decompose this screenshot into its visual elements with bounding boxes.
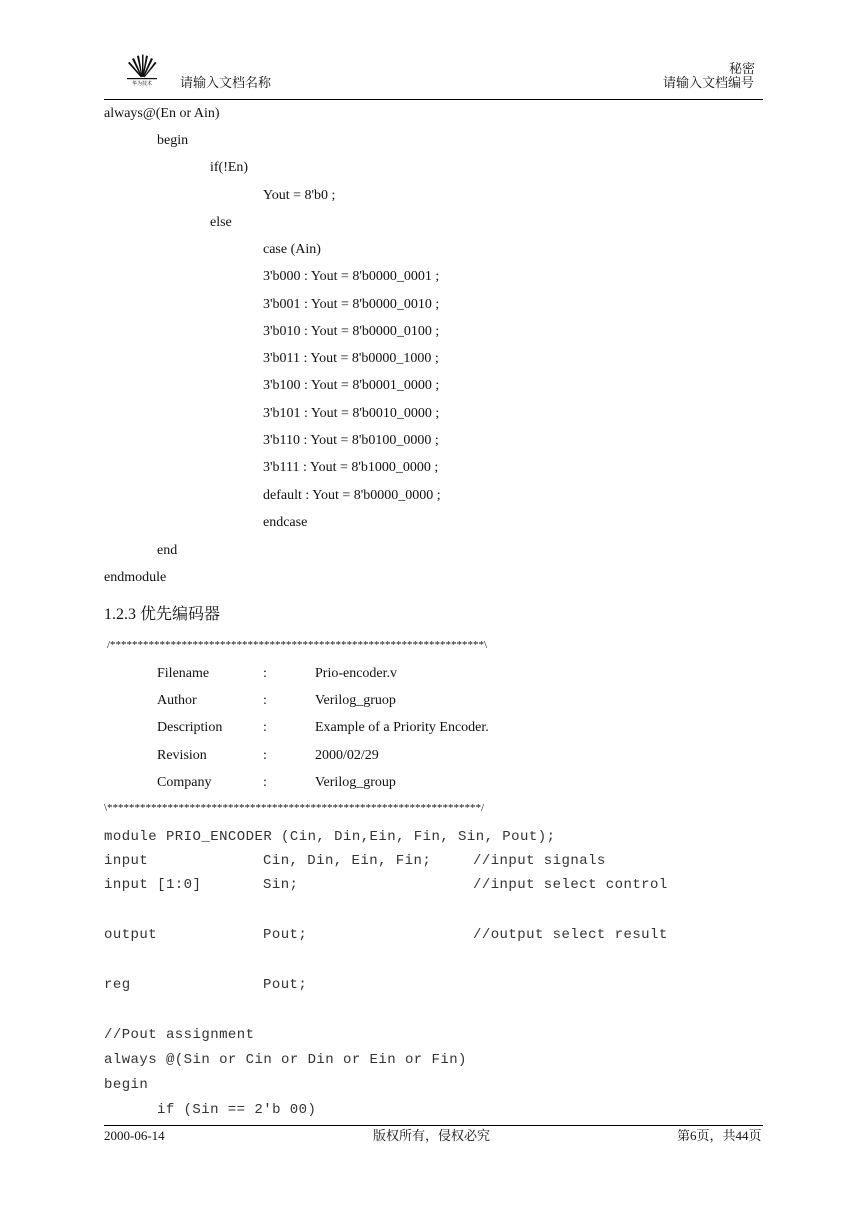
code-line: 3'b111 : Yout = 8'b1000_0000 ; [263, 460, 439, 475]
doc-number: 请输入文档编号 [663, 75, 755, 90]
footer-copyright: 版权所有，侵权必究 [373, 1128, 491, 1143]
code-comment: //Pout assignment [104, 1027, 255, 1043]
code-line: endcase [263, 515, 308, 530]
code-line: 3'b110 : Yout = 8'b0100_0000 ; [263, 433, 439, 448]
comment-bottom-border: \********************************************************************/ [104, 802, 485, 814]
info-sep: : [263, 720, 267, 735]
info-sep: : [263, 666, 267, 681]
info-key: Revision [157, 748, 207, 763]
code-line: default : Yout = 8'b0000_0000 ; [263, 488, 441, 503]
code-comment: //output select result [473, 927, 668, 943]
footer-page-number: 第6页，共44页 [677, 1128, 762, 1143]
code-line: input [1:0] [104, 877, 202, 893]
code-line: 3'b001 : Yout = 8'b0000_0010 ; [263, 297, 440, 312]
code-line: if(!En) [210, 160, 249, 175]
company-logo [122, 52, 162, 86]
doc-name: 请输入文档名称 [180, 75, 272, 90]
code-line: input [104, 853, 149, 869]
info-value: 2000/02/29 [315, 748, 379, 763]
info-key: Description [157, 720, 223, 735]
code-line: case (Ain) [263, 242, 321, 257]
info-value: Example of a Priority Encoder. [315, 720, 489, 735]
code-line: Pout; [263, 927, 308, 943]
code-line: Yout = 8'b0 ; [263, 188, 336, 203]
code-line: always @(Sin or Cin or Din or Ein or Fin) [104, 1052, 467, 1068]
svg-text:华为技术: 华为技术 [131, 81, 153, 86]
code-line: 3'b000 : Yout = 8'b0000_0001 ; [263, 269, 440, 284]
section-title: 1.2.3 优先编码器 [104, 606, 221, 623]
code-line: always@(En or Ain) [104, 106, 220, 121]
info-key: Company [157, 775, 212, 790]
info-key: Author [157, 693, 197, 708]
code-line: module PRIO_ENCODER (Cin, Din,Ein, Fin, Sin, Pout); [104, 829, 556, 845]
code-line: 3'b100 : Yout = 8'b0001_0000 ; [263, 378, 440, 393]
code-line: 3'b010 : Yout = 8'b0000_0100 ; [263, 324, 440, 339]
code-line: 3'b011 : Yout = 8'b0000_1000 ; [263, 351, 439, 366]
info-key: Filename [157, 666, 210, 681]
info-sep: : [263, 775, 267, 790]
code-comment: //input select control [473, 877, 668, 893]
code-line: Sin; [263, 877, 299, 893]
footer-rule [104, 1125, 763, 1126]
info-sep: : [263, 693, 267, 708]
code-line: Cin, Din, Ein, Fin; [263, 853, 432, 869]
info-value: Verilog_gruop [315, 693, 396, 708]
footer-date: 2000-06-14 [104, 1128, 165, 1143]
code-line: end [157, 543, 178, 558]
code-line: output [104, 927, 158, 943]
code-line: begin [157, 133, 189, 148]
code-line: begin [104, 1077, 149, 1093]
code-line: if (Sin == 2'b 00) [157, 1102, 317, 1118]
header-rule [104, 99, 763, 100]
secret-label: 秘密 [729, 61, 756, 76]
code-line: else [210, 215, 232, 230]
code-line: endmodule [104, 570, 167, 585]
code-line: 3'b101 : Yout = 8'b0010_0000 ; [263, 406, 440, 421]
code-comment: //input signals [473, 853, 606, 869]
comment-top-border: /********************************************************************\ [107, 639, 488, 651]
info-value: Verilog_group [315, 775, 396, 790]
info-sep: : [263, 748, 267, 763]
code-line: Pout; [263, 977, 308, 993]
info-value: Prio-encoder.v [315, 666, 398, 681]
code-line: reg [104, 977, 131, 993]
